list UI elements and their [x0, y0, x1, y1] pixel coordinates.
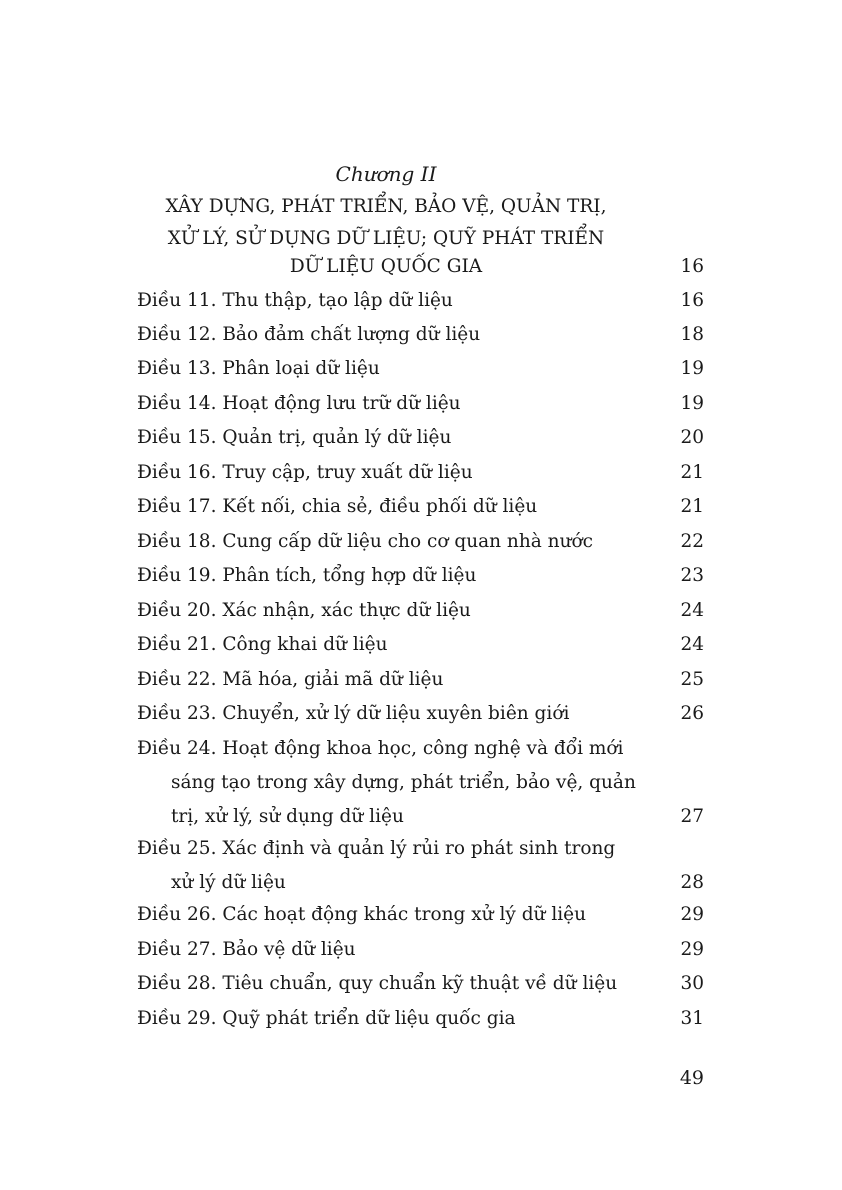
- toc-entry-text: Điều 11. Thu thập, tạo lập dữ liệu: [137, 290, 453, 311]
- toc-entry: [137, 967, 704, 1001]
- toc-entry: [137, 732, 704, 834]
- chapter-title-line-1: XÂY DỰNG, PHÁT TRIỂN, BẢO VỆ, QUẢN TRỊ,: [165, 196, 607, 217]
- toc-entry: [137, 490, 704, 524]
- toc-entry-text: Điều 28. Tiêu chuẩn, quy chuẩn kỹ thuật về dữ liệu: [137, 973, 618, 994]
- toc-entry: [137, 421, 704, 455]
- toc-entry-page: 28: [680, 872, 704, 893]
- toc-entry-continuation: xử lý dữ liệu: [171, 872, 286, 893]
- toc-entry: [137, 352, 704, 386]
- toc-entry-text: Điều 15. Quản trị, quản lý dữ liệu: [137, 427, 452, 448]
- toc-entry: [137, 933, 704, 967]
- toc-entry-continuation: trị, xử lý, sử dụng dữ liệu: [171, 806, 404, 827]
- toc-entry-page: 29: [680, 939, 704, 960]
- toc-entry-page: 25: [680, 669, 704, 690]
- toc-entry-page: 16: [680, 290, 704, 311]
- toc-entry: [137, 1002, 704, 1036]
- toc-entry-page: 21: [680, 496, 704, 517]
- toc-entry-page: 26: [680, 703, 704, 724]
- toc-entry-page: 31: [680, 1008, 704, 1029]
- toc-entry-page: 18: [680, 324, 704, 345]
- toc-entry-page: 21: [680, 462, 704, 483]
- page-number: 49: [679, 1067, 704, 1089]
- toc-entry-text: Điều 14. Hoạt động lưu trữ dữ liệu: [137, 393, 461, 414]
- toc-entry-page: 27: [680, 806, 704, 827]
- toc-entry: [137, 898, 704, 932]
- toc-entry-text: Điều 24. Hoạt động khoa học, công nghệ và đổi mới: [137, 738, 624, 759]
- toc-entry-page: 23: [680, 565, 704, 586]
- toc-entry-page: 29: [680, 904, 704, 925]
- toc-entry-text: Điều 20. Xác nhận, xác thực dữ liệu: [137, 600, 471, 621]
- toc-entry-text: Điều 16. Truy cập, truy xuất dữ liệu: [137, 462, 473, 483]
- toc-entry-text: Điều 17. Kết nối, chia sẻ, điều phối dữ liệu: [137, 496, 538, 517]
- toc-entry-text: Điều 25. Xác định và quản lý rủi ro phát sinh trong: [137, 838, 616, 859]
- toc-entry: [137, 559, 704, 593]
- toc-entry: [137, 628, 704, 662]
- toc-entry-text: Điều 18. Cung cấp dữ liệu cho cơ quan nhà nước: [137, 531, 593, 552]
- toc-entry-text: Điều 12. Bảo đảm chất lượng dữ liệu: [137, 324, 481, 345]
- toc-entry-page: 20: [680, 427, 704, 448]
- toc-entry-text: Điều 27. Bảo vệ dữ liệu: [137, 939, 356, 960]
- toc-entry-text: Điều 22. Mã hóa, giải mã dữ liệu: [137, 669, 444, 690]
- toc-entry-page: 30: [680, 973, 704, 994]
- toc-entry-text: Điều 29. Quỹ phát triển dữ liệu quốc gia: [137, 1008, 516, 1029]
- toc-entry-text: Điều 13. Phân loại dữ liệu: [137, 358, 380, 379]
- toc-entry-text: Điều 21. Công khai dữ liệu: [137, 634, 388, 655]
- chapter-label: Chương II: [335, 162, 437, 186]
- chapter-page-number: 16: [680, 256, 704, 277]
- toc-entry: [137, 697, 704, 731]
- toc-entry-page: 24: [680, 634, 704, 655]
- toc-entry-text: Điều 23. Chuyển, xử lý dữ liệu xuyên biên giới: [137, 703, 570, 724]
- toc-entry: [137, 318, 704, 352]
- toc-entry: [137, 284, 704, 318]
- toc-entry-text: Điều 26. Các hoạt động khác trong xử lý dữ liệu: [137, 904, 587, 925]
- toc-entry: [137, 594, 704, 628]
- toc-entry-page: 22: [680, 531, 704, 552]
- toc-entry-page: 19: [680, 358, 704, 379]
- toc-entry: [137, 663, 704, 697]
- toc-entry-page: 24: [680, 600, 704, 621]
- toc-entry-text: Điều 19. Phân tích, tổng hợp dữ liệu: [137, 565, 477, 586]
- chapter-title-line-3: DỮ LIỆU QUỐC GIA: [289, 256, 483, 277]
- toc-entry: [137, 456, 704, 490]
- toc-entry-page: 19: [680, 393, 704, 414]
- toc-entry-continuation: sáng tạo trong xây dựng, phát triển, bảo vệ, quản: [171, 772, 636, 793]
- chapter-title-line-2: XỬ LÝ, SỬ DỤNG DỮ LIỆU; QUỸ PHÁT TRIỂN: [167, 228, 605, 249]
- toc-entry: [137, 387, 704, 421]
- toc-entry: [137, 525, 704, 559]
- toc-entry: [137, 832, 704, 900]
